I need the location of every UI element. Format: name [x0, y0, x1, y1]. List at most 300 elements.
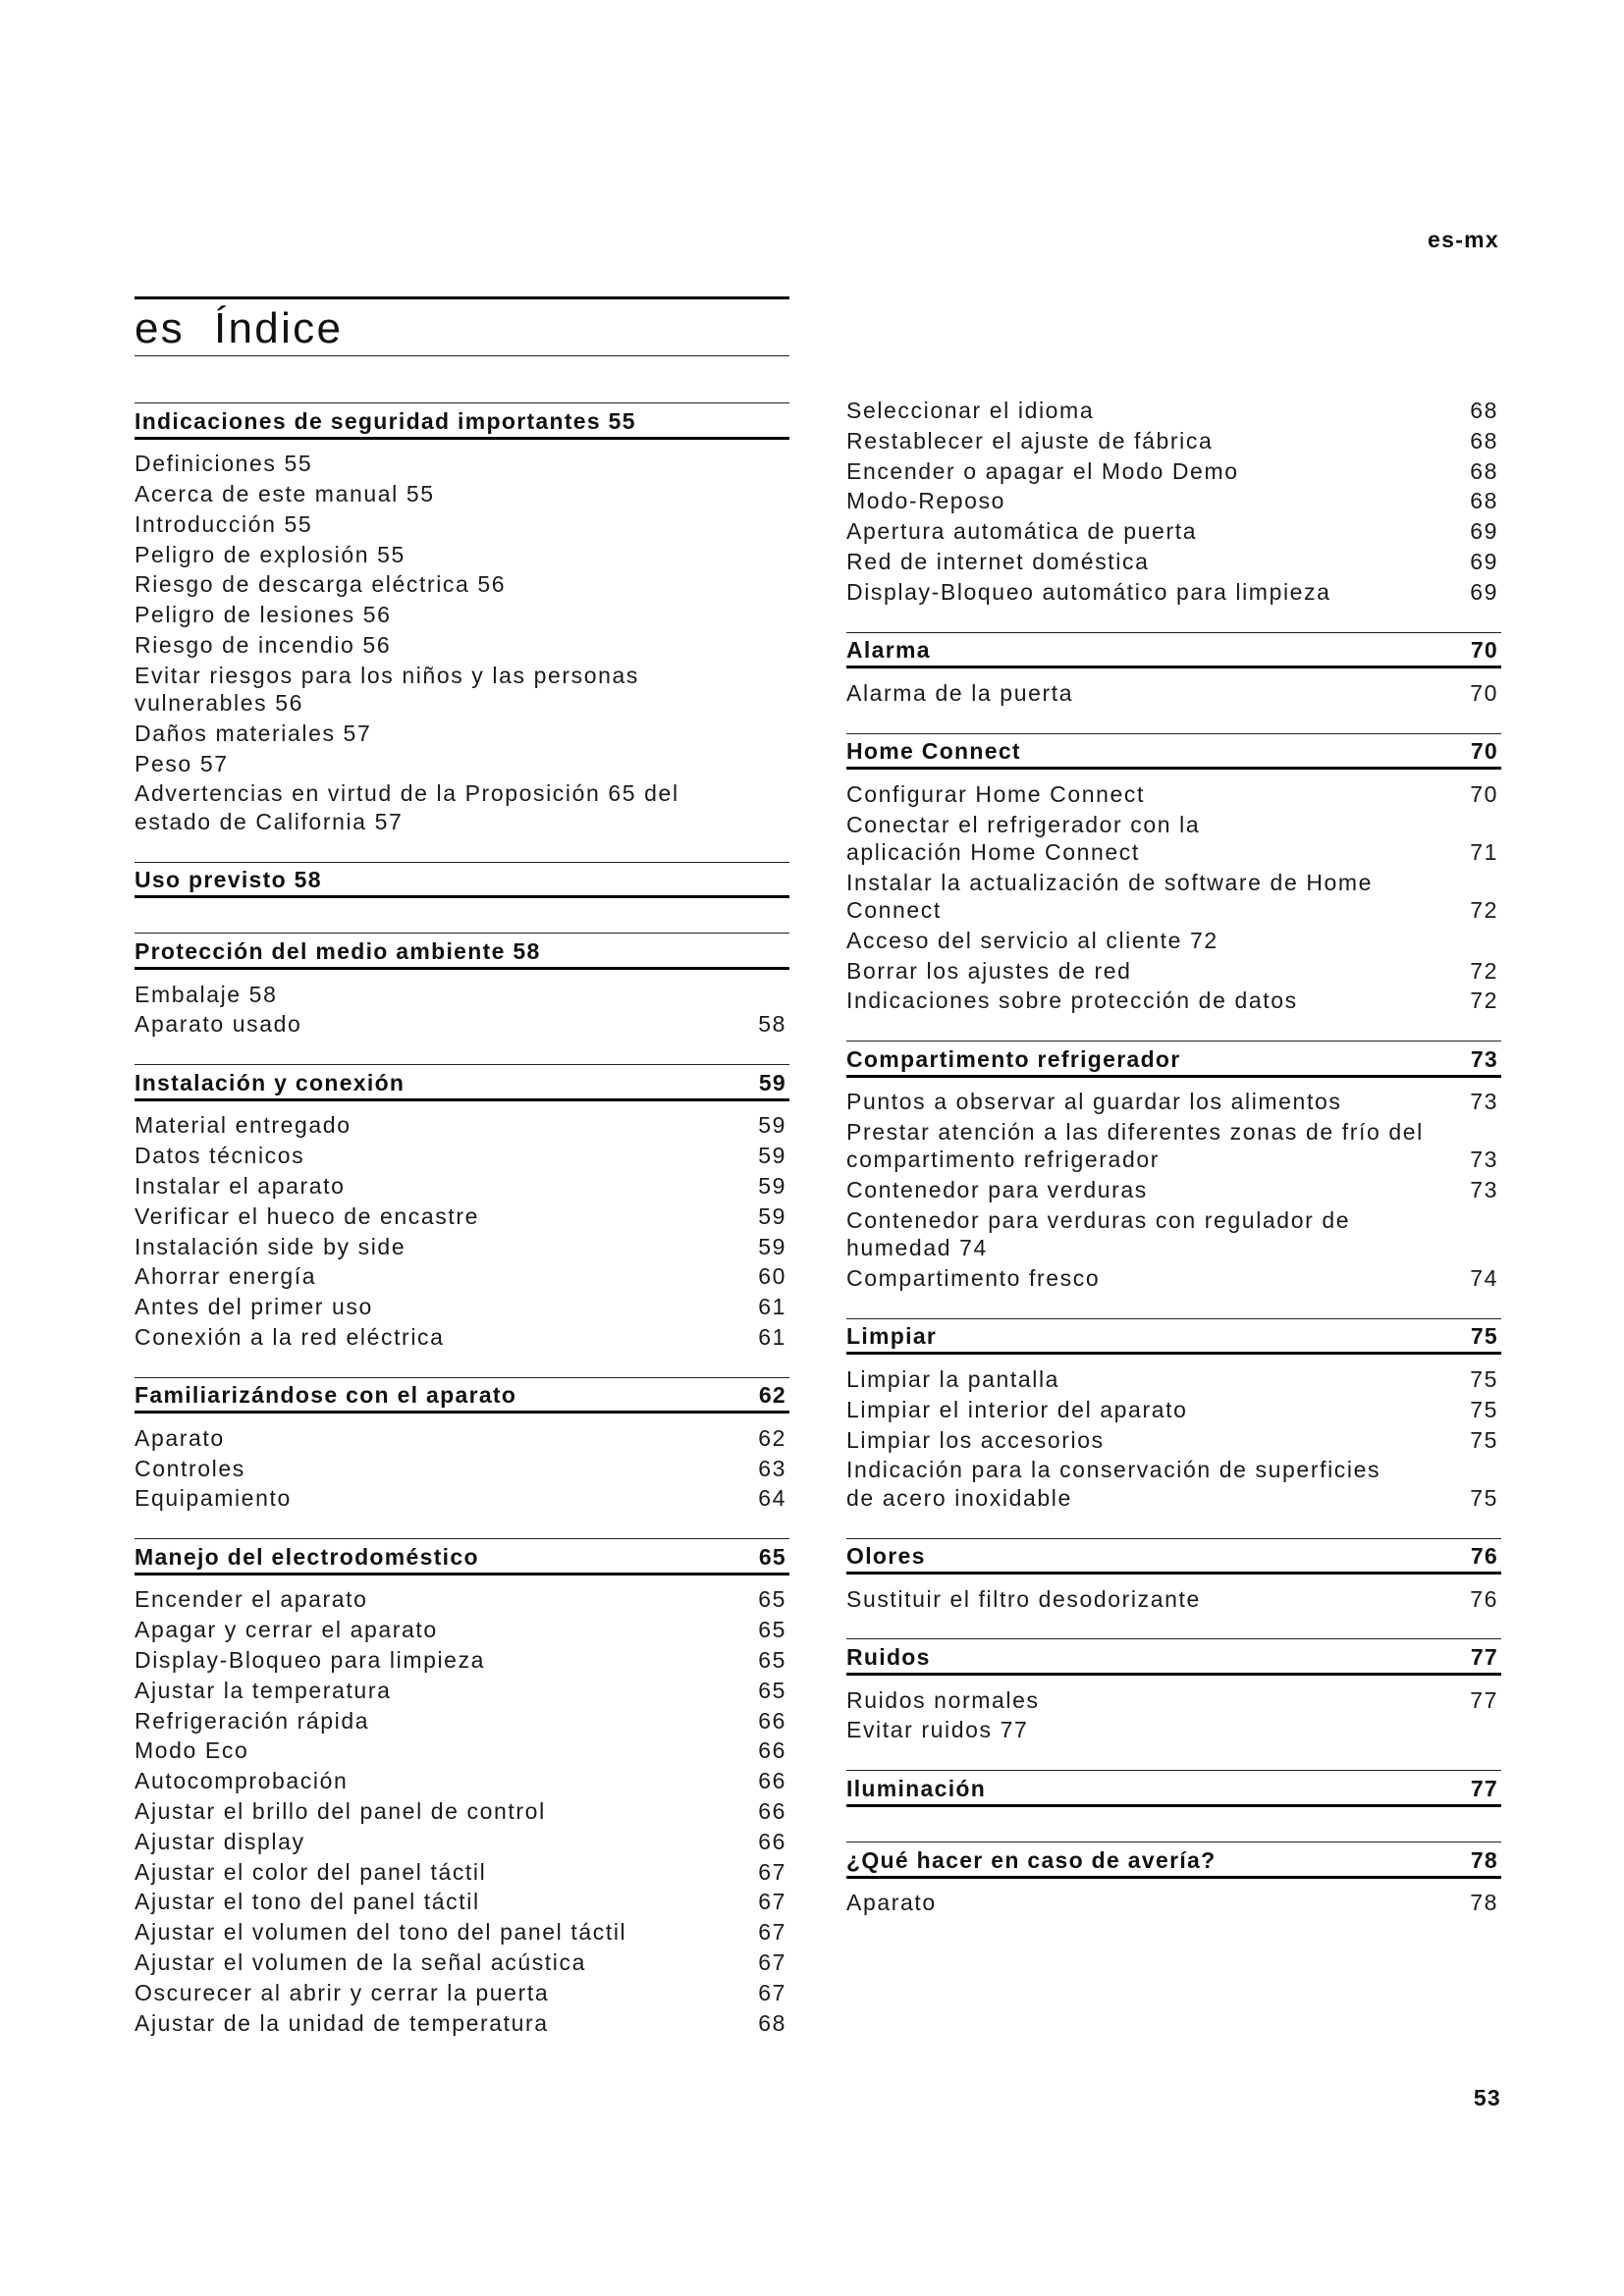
toc-entry	[846, 1716, 1501, 1746]
toc-entry-title	[135, 1888, 746, 1915]
toc-entry-list	[846, 1365, 1501, 1514]
toc-entry-line: Ruidos normales	[846, 1686, 1040, 1713]
toc-entry-line: Display-Bloqueo automático para limpieza	[846, 578, 1331, 605]
toc-entry-page: 78	[1470, 1890, 1498, 1916]
toc-entry-line: Seleccionar el idioma	[846, 398, 1095, 423]
toc-entry	[135, 720, 789, 750]
section-heading	[135, 1064, 789, 1101]
section-heading	[846, 1041, 1501, 1078]
chapter-title	[135, 296, 789, 356]
toc-entry-page: 75	[1470, 1396, 1498, 1422]
toc-entry	[135, 1767, 789, 1797]
toc-entry-title	[846, 927, 1501, 954]
toc-section	[846, 1041, 1501, 1295]
section-heading-title: Alarma	[846, 637, 931, 664]
toc-entry-line: Peligro de lesiones 56	[135, 602, 392, 628]
toc-entry-line: Ajustar el tono del panel táctil	[135, 1889, 480, 1915]
toc-entry-line: Conexión a la red eléctrica	[135, 1323, 445, 1350]
toc-entry	[135, 601, 789, 631]
section-heading-page: 76	[1470, 1543, 1498, 1570]
toc-entry-line: Ajustar el volumen del tono del panel táctil	[135, 1919, 627, 1946]
toc-entry-title	[846, 1426, 1458, 1454]
toc-entry-title	[135, 1142, 746, 1169]
section-heading-title: Uso previsto 58	[135, 867, 322, 893]
toc-entry-title	[846, 987, 1458, 1014]
toc-entry-title	[135, 1736, 746, 1764]
toc-section	[846, 733, 1501, 1018]
toc-entry-line: Compartimento fresco	[846, 1265, 1101, 1292]
toc-entry-title	[846, 487, 1458, 514]
section-heading-title: ¿Qué hacer en caso de avería?	[846, 1846, 1217, 1873]
section-heading-page: 78	[1470, 1846, 1498, 1873]
toc-entry-title	[846, 397, 1458, 424]
toc-section	[846, 1638, 1501, 1746]
toc-entry-page: 76	[1470, 1585, 1498, 1612]
toc-entry	[846, 427, 1501, 457]
toc-entry-title	[846, 1456, 1458, 1512]
toc-entry	[846, 1206, 1501, 1264]
toc-entry	[846, 957, 1501, 988]
toc-entry-line: Daños materiales 57	[135, 720, 372, 746]
toc-entry-line: Apertura automática de puerta	[846, 518, 1198, 545]
toc-entry-title	[846, 548, 1458, 575]
toc-entry-line: Ajustar la temperatura	[135, 1677, 392, 1703]
toc-entry-list	[846, 679, 1501, 710]
toc-entry	[135, 1455, 789, 1485]
toc-entry-list	[846, 397, 1501, 609]
toc-entry-line: Evitar ruidos 77	[846, 1717, 1029, 1743]
toc-entry	[135, 1262, 789, 1293]
toc-entry-line: Oscurecer al abrir y cerrar la puerta	[135, 1979, 550, 2005]
toc-entry	[135, 1828, 789, 1858]
toc-entry-title	[846, 1686, 1458, 1714]
toc-entry	[135, 981, 789, 1011]
section-heading	[135, 933, 789, 970]
section-heading-page: 65	[758, 1543, 786, 1570]
toc-entry-title	[135, 1455, 746, 1482]
toc-entry-title	[135, 750, 789, 777]
toc-entry-list	[135, 981, 789, 1041]
toc-entry-line: vulnerables 56	[135, 690, 304, 717]
toc-entry-page: 61	[758, 1323, 786, 1350]
section-heading-title: Instalación y conexión	[135, 1069, 406, 1095]
toc-entry-title	[846, 957, 1458, 985]
toc-entry-line: Prestar atención a las diferentes zonas de frío del	[846, 1119, 1424, 1146]
toc-section	[135, 402, 789, 838]
toc-entry-page: 69	[1470, 518, 1498, 545]
toc-entry-title	[135, 662, 789, 718]
toc-entry-line: Configurar Home Connect	[846, 780, 1145, 807]
toc-entry	[135, 1616, 789, 1646]
toc-right-column	[846, 397, 1501, 1943]
toc-entry-title	[135, 480, 789, 507]
toc-entry-title	[135, 1858, 746, 1886]
toc-entry-page: 59	[758, 1143, 786, 1169]
toc-entry-title	[135, 1233, 746, 1260]
toc-entry-title	[135, 510, 789, 538]
toc-entry-page: 61	[758, 1294, 786, 1320]
toc-entry	[846, 1396, 1501, 1426]
toc-entry	[846, 1585, 1501, 1616]
toc-entry-title	[135, 1797, 746, 1825]
toc-entry	[846, 780, 1501, 811]
toc-entry-page: 62	[758, 1424, 786, 1451]
toc-entry-title	[135, 631, 789, 659]
toc-left-column	[135, 402, 789, 2062]
section-heading-title: Protección del medio ambiente 58	[135, 938, 541, 964]
toc-entry	[135, 1888, 789, 1918]
toc-entry-title	[135, 1262, 746, 1290]
toc-entry-page: 73	[1470, 1147, 1498, 1173]
toc-entry-title	[135, 1202, 746, 1230]
toc-entry	[135, 510, 789, 541]
toc-entry-list	[846, 1686, 1501, 1747]
toc-entry-line: Borrar los ajustes de red	[846, 957, 1132, 984]
toc-entry	[846, 1456, 1501, 1514]
toc-entry-line: Definiciones 55	[135, 451, 313, 477]
section-heading-page: 59	[758, 1069, 786, 1095]
toc-entry	[135, 570, 789, 601]
toc-entry-title	[846, 1088, 1458, 1115]
toc-entry-page: 65	[758, 1647, 786, 1674]
toc-entry	[135, 1646, 789, 1677]
toc-entry-title	[135, 1918, 746, 1946]
toc-entry-line: Aparato	[135, 1424, 225, 1451]
toc-entry	[135, 1736, 789, 1767]
toc-entry-title	[135, 1323, 746, 1351]
toc-entry-line: Indicaciones sobre protección de datos	[846, 988, 1298, 1014]
toc-entry-title	[846, 811, 1458, 867]
toc-entry-title	[846, 679, 1458, 707]
toc-entry-line: Instalar la actualización de software de Home	[846, 869, 1374, 895]
toc-entry-line: Modo-Reposo	[846, 488, 1006, 514]
section-heading-title: Indicaciones de seguridad importantes 55	[135, 407, 636, 434]
toc-entry	[846, 1365, 1501, 1396]
toc-entry-title	[135, 1585, 746, 1613]
toc-entry	[135, 662, 789, 720]
section-heading	[135, 1538, 789, 1575]
toc-entry-line: Peligro de explosión 55	[135, 541, 406, 567]
toc-entry-page: 65	[758, 1677, 786, 1703]
toc-entry-page: 66	[758, 1737, 786, 1764]
toc-entry	[846, 548, 1501, 578]
toc-entry-page: 73	[1470, 1089, 1498, 1115]
toc-entry-title	[846, 1716, 1501, 1743]
section-heading	[846, 1842, 1501, 1879]
toc-entry	[135, 1484, 789, 1515]
toc-entry-title	[135, 1484, 746, 1512]
toc-entry-page: 59	[758, 1112, 786, 1139]
section-heading-page: 73	[1470, 1045, 1498, 1072]
toc-entry-title	[135, 1424, 746, 1452]
toc-entry-line: de acero inoxidable	[846, 1484, 1072, 1511]
toc-entry-list	[846, 1088, 1501, 1295]
section-heading	[135, 402, 789, 440]
toc-entry-title	[846, 1396, 1458, 1423]
section-heading-page: 62	[758, 1382, 786, 1409]
toc-entry	[135, 1797, 789, 1828]
toc-entry-page: 68	[1470, 457, 1498, 484]
toc-entry-line: Material entregado	[135, 1112, 352, 1139]
toc-section	[846, 632, 1501, 710]
toc-entry-list	[846, 1585, 1501, 1616]
toc-entry-page: 68	[1470, 488, 1498, 514]
toc-entry-line: Datos técnicos	[135, 1143, 305, 1169]
toc-entry-title	[135, 2009, 746, 2037]
toc-section	[846, 1770, 1501, 1807]
toc-entry	[846, 869, 1501, 927]
toc-entry-line: Introducción 55	[135, 510, 313, 537]
toc-entry-title	[846, 578, 1458, 606]
toc-entry-line: Controles	[135, 1455, 245, 1481]
toc-entry-page: 59	[758, 1172, 786, 1199]
toc-entry-page: 68	[1470, 427, 1498, 454]
toc-entry-line: Acceso del servicio al cliente 72	[846, 927, 1218, 953]
toc-entry	[135, 1707, 789, 1737]
toc-entry	[135, 1858, 789, 1889]
section-heading-title: Limpiar	[846, 1323, 938, 1350]
toc-entry-page: 75	[1470, 1484, 1498, 1511]
toc-entry-page: 74	[1470, 1265, 1498, 1292]
toc-entry-line: Ajustar el color del panel táctil	[135, 1858, 487, 1885]
toc-entry-title	[846, 427, 1458, 454]
toc-entry	[846, 1426, 1501, 1457]
toc-entry-line: Red de internet doméstica	[846, 548, 1150, 574]
toc-entry-line: Ahorrar energía	[135, 1263, 317, 1290]
toc-entry-line: Limpiar los accesorios	[846, 1426, 1105, 1453]
toc-entry-line: Riesgo de incendio 56	[135, 631, 392, 658]
toc-entry-line: Antes del primer uso	[135, 1294, 373, 1320]
toc-entry	[135, 1233, 789, 1263]
toc-entry-title	[135, 541, 789, 568]
toc-entry-title	[135, 1949, 746, 1976]
toc-entry-list	[135, 1111, 789, 1353]
toc-entry-page: 70	[1470, 679, 1498, 706]
toc-entry-title	[135, 450, 789, 477]
toc-entry-line: Riesgo de descarga eléctrica 56	[135, 571, 507, 598]
toc-entry-page: 72	[1470, 988, 1498, 1014]
toc-entry	[135, 779, 789, 837]
toc-entry-list	[135, 450, 789, 837]
toc-entry-page: 60	[758, 1263, 786, 1290]
toc-entry-page: 70	[1470, 780, 1498, 807]
toc-entry-line: Ajustar display	[135, 1828, 305, 1854]
toc-entry-line: Apagar y cerrar el aparato	[135, 1617, 438, 1643]
toc-entry-title	[135, 1111, 746, 1139]
toc-entry-title	[846, 1365, 1458, 1393]
section-heading-title: Familiarizándose con el aparato	[135, 1382, 517, 1409]
section-heading	[846, 632, 1501, 669]
toc-entry	[135, 1172, 789, 1202]
toc-entry-line: Autocomprobación	[135, 1768, 349, 1794]
toc-entry-line: Contenedor para verduras con regulador de	[846, 1206, 1351, 1233]
toc-entry-line: Verificar el hueco de encastre	[135, 1202, 480, 1229]
toc-entry-line: Instalación side by side	[135, 1233, 406, 1259]
toc-entry-title	[846, 1206, 1501, 1262]
toc-section	[135, 1538, 789, 2039]
toc-entry	[135, 631, 789, 662]
locale-tag: es-mx	[1428, 227, 1499, 252]
toc-entry-line: Indicación para la conservación de superficies	[846, 1457, 1381, 1483]
toc-entry	[846, 811, 1501, 869]
section-heading	[135, 1377, 789, 1415]
toc-entry-line: Encender o apagar el Modo Demo	[846, 457, 1239, 484]
toc-entry-line: Limpiar el interior del aparato	[846, 1396, 1188, 1422]
toc-entry-list	[846, 1889, 1501, 1919]
section-heading-page: 77	[1470, 1775, 1498, 1801]
toc-entry-title	[135, 720, 789, 747]
section-heading	[846, 1638, 1501, 1676]
toc-entry-line: Embalaje 58	[135, 981, 278, 1007]
toc-entry-page: 72	[1470, 896, 1498, 923]
toc-entry	[846, 987, 1501, 1017]
toc-section	[846, 1318, 1501, 1515]
toc-entry-page: 68	[758, 2009, 786, 2036]
toc-entry-line: Puntos a observar al guardar los alimentos	[846, 1089, 1342, 1115]
toc-entry-list	[846, 780, 1501, 1017]
toc-entry-line: Encender el aparato	[135, 1586, 368, 1613]
toc-entry-line: Display-Bloqueo para limpieza	[135, 1647, 486, 1674]
toc-entry-page: 71	[1470, 838, 1498, 865]
toc-entry-line: Connect	[846, 896, 942, 923]
toc-entry	[846, 397, 1501, 427]
toc-entry-title	[846, 1889, 1458, 1916]
section-heading-title: Iluminación	[846, 1775, 987, 1801]
toc-entry-page: 67	[758, 1949, 786, 1976]
toc-entry-page: 66	[758, 1707, 786, 1734]
toc-entry-line: Ajustar el volumen de la señal acústica	[135, 1949, 587, 1976]
toc-entry-page: 77	[1470, 1686, 1498, 1713]
toc-entry-title	[846, 1176, 1458, 1203]
toc-entry	[846, 1088, 1501, 1118]
toc-entry-line: Ajustar el brillo del panel de control	[135, 1798, 546, 1825]
section-heading-page: 75	[1470, 1323, 1498, 1350]
toc-entry-page: 59	[758, 1202, 786, 1229]
toc-entry-title	[135, 1172, 746, 1200]
toc-entry-line: Restablecer el ajuste de fábrica	[846, 427, 1214, 454]
toc-entry-line: aplicación Home Connect	[846, 838, 1140, 865]
toc-entry-title	[135, 1616, 746, 1643]
toc-entry	[846, 457, 1501, 488]
toc-entry-page: 69	[1470, 578, 1498, 605]
section-heading-title: Ruidos	[846, 1644, 931, 1671]
toc-entry	[135, 1918, 789, 1949]
toc-entry-page: 72	[1470, 957, 1498, 984]
section-heading-title: Compartimento refrigerador	[846, 1045, 1181, 1072]
toc-entry-title	[846, 1585, 1458, 1613]
toc-entry-title	[135, 1010, 746, 1038]
toc-entry-line: estado de California 57	[135, 808, 404, 834]
toc-entry-line: Ajustar de la unidad de temperatura	[135, 2009, 549, 2036]
section-heading-page: 70	[1470, 637, 1498, 664]
toc-entry-line: compartimento refrigerador	[846, 1147, 1160, 1173]
toc-entry	[135, 1677, 789, 1707]
section-heading	[846, 1538, 1501, 1575]
section-heading	[135, 862, 789, 899]
toc-entry-page: 69	[1470, 548, 1498, 574]
toc-entry-title	[135, 1707, 746, 1735]
toc-entry	[846, 679, 1501, 710]
toc-entry-page: 64	[758, 1485, 786, 1512]
toc-entry	[846, 487, 1501, 517]
section-heading	[846, 1318, 1501, 1356]
toc-entry-line: humedad 74	[846, 1235, 988, 1261]
toc-entry	[135, 1323, 789, 1354]
toc-entry-line: Conectar el refrigerador con la	[846, 811, 1201, 837]
toc-entry-page: 75	[1470, 1426, 1498, 1453]
toc-entry-line: Refrigeración rápida	[135, 1707, 370, 1734]
toc-section	[135, 1064, 789, 1354]
toc-entry-page: 67	[758, 1979, 786, 2005]
toc-entry	[135, 1585, 789, 1616]
toc-entry-title	[135, 981, 789, 1008]
toc-entry	[846, 1686, 1501, 1717]
toc-entry-title	[135, 1677, 746, 1704]
toc-entry	[135, 1010, 789, 1041]
chapter-language-code: es	[135, 304, 186, 352]
toc-entry-line: Evitar riesgos para los niños y las personas	[135, 662, 640, 688]
toc-entry	[846, 1176, 1501, 1206]
toc-entry-line: Alarma de la puerta	[846, 679, 1074, 706]
section-heading	[846, 1770, 1501, 1807]
toc-entry-line: Advertencias en virtud de la Proposición 65 del	[135, 780, 679, 807]
toc-entry-page: 66	[758, 1768, 786, 1794]
toc-entry	[135, 1142, 789, 1172]
toc-entry	[846, 1264, 1501, 1295]
toc-entry-line: Aparato	[846, 1890, 937, 1916]
toc-entry-page: 58	[758, 1011, 786, 1038]
toc-entry-page: 66	[758, 1798, 786, 1825]
toc-entry-line: Contenedor para verduras	[846, 1177, 1148, 1203]
toc-entry-line: Peso 57	[135, 750, 229, 776]
toc-entry-page: 65	[758, 1586, 786, 1613]
toc-entry-title	[135, 779, 789, 835]
toc-entry-line: Sustituir el filtro desodorizante	[846, 1585, 1201, 1612]
toc-entry-page: 67	[758, 1858, 786, 1885]
toc-entry	[846, 517, 1501, 548]
toc-entry-page: 75	[1470, 1366, 1498, 1393]
toc-section	[846, 1842, 1501, 1919]
toc-section	[135, 933, 789, 1041]
toc-entry-title	[846, 1264, 1458, 1292]
toc-entry-line: Limpiar la pantalla	[846, 1366, 1060, 1393]
toc-entry-title	[135, 1828, 746, 1855]
toc-entry-title	[135, 1979, 746, 2006]
chapter-title-text: Índice	[214, 304, 344, 352]
section-heading-title: Manejo del electrodoméstico	[135, 1543, 479, 1570]
toc-entry-title	[135, 601, 789, 628]
toc-entry-title	[135, 1293, 746, 1320]
toc-entry	[135, 750, 789, 780]
toc-entry	[135, 1111, 789, 1142]
section-heading	[846, 733, 1501, 771]
toc-entry-title	[846, 457, 1458, 485]
toc-entry	[135, 2009, 789, 2040]
toc-entry	[135, 1979, 789, 2009]
toc-entry-line: Acerca de este manual 55	[135, 480, 435, 507]
toc-entry-line: Aparato usado	[135, 1011, 302, 1038]
toc-entry-title	[846, 869, 1458, 925]
toc-entry-page: 67	[758, 1889, 786, 1915]
section-heading-page: 70	[1470, 738, 1498, 765]
toc-entry	[135, 541, 789, 571]
section-heading-title: Home Connect	[846, 738, 1021, 765]
toc-entry-title	[135, 570, 789, 598]
toc-entry	[135, 450, 789, 480]
toc-entry-page: 73	[1470, 1177, 1498, 1203]
toc-entry-list	[135, 1424, 789, 1515]
toc-entry	[846, 927, 1501, 957]
